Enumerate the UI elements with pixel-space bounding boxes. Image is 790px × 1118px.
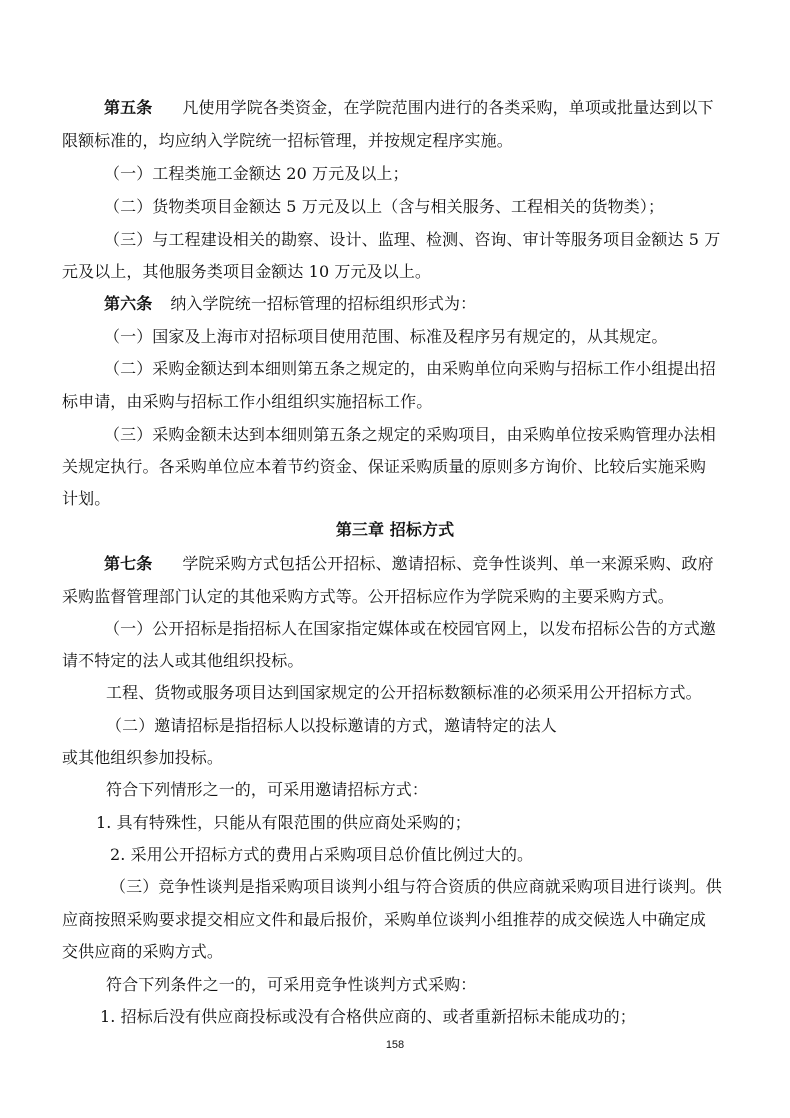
article-6-item-2-line-1: （二）采购金额达到本细则第五条之规定的，由采购单位向采购与招标工作小组提出招 [104,359,716,378]
article-5-first-line [104,98,714,118]
article-6-item-3-line-3: 计划。 [62,489,111,508]
article-5-continuation: 限额标准的，均应纳入学院统一招标管理，并按规定程序实施。 [62,131,513,150]
invited-tender-line-2: 或其他组织参加投标。 [62,748,224,767]
article-6-item-1: （一）国家及上海市对招标项目使用范围、标准及程序另有规定的，从其规定。 [104,327,668,346]
open-tender-threshold: 工程、货物或服务项目达到国家规定的公开招标数额标准的必须采用公开招标方式。 [106,683,702,702]
article-6-item-3-line-1: （三）采购金额未达到本细则第五条之规定的采购项目，由采购单位按采购管理办法相 [104,425,716,444]
article-6-text: 纳入学院统一招标管理的招标组织形式为： [170,294,477,313]
article-5-item-3-line-2: 元及以上，其他服务类项目金额达 10 万元及以上。 [62,262,432,281]
invited-tender-condition-1: 1. 具有特殊性，只能从有限范围的供应商处采购的； [96,813,471,832]
negotiation-condition-1: 1. 招标后没有供应商投标或没有合格供应商的、或者重新招标未能成功的； [100,1007,636,1026]
invited-tender-condition-2: 2. 采用公开招标方式的费用占采购项目总价值比例过大的。 [110,845,534,864]
article-5-item-2: （二）货物类项目金额达 5 万元及以上（含与相关服务、工程相关的货物类）； [104,197,665,216]
negotiation-line-2: 应商按照采购要求提交相应文件和最后报价，采购单位谈判小组推荐的成交候选人中确定成 [62,910,707,929]
article-6-first-line [104,294,476,314]
article-5-label: 第五条 [104,98,153,117]
article-5-item-3-line-1: （三）与工程建设相关的勘察、设计、监理、检测、咨询、审计等服务项目金额达 5 万 [104,230,721,249]
article-5-item-1: （一）工程类施工金额达 20 万元及以上； [104,164,409,183]
article-6-item-2-line-2: 标申请，由采购与招标工作小组组织实施招标工作。 [62,392,433,411]
article-5-text: 凡使用学院各类资金，在学院范围内进行的各类采购，单项或批量达到以下 [182,98,714,117]
article-6-label: 第六条 [104,294,153,313]
article-7-continuation: 采购监督管理部门认定的其他采购方式等。公开招标应作为学院采购的主要采购方式。 [62,587,674,606]
negotiation-line-3: 交供应商的采购方式。 [62,942,224,961]
page-number: 158 [385,1039,405,1051]
article-6-item-3-line-2: 关规定执行。各采购单位应本着节约资金、保证采购质量的原则多方询价、比较后实施采购 [62,457,707,476]
negotiation-conditions: 符合下列条件之一的，可采用竞争性谈判方式采购： [106,975,477,994]
invited-tender-line-1: （二）邀请招标是指招标人以投标邀请的方式，邀请特定的法人 [106,716,557,735]
article-7-first-line [104,554,714,574]
chapter-3-heading: 第三章 招标方式 [335,520,455,539]
article-7-label: 第七条 [104,554,153,573]
open-tender-line-2: 请不特定的法人或其他组织投标。 [62,651,304,670]
open-tender-line-1: （一）公开招标是指招标人在国家指定媒体或在校园官网上，以发布招标公告的方式邀 [104,619,716,638]
article-7-text: 学院采购方式包括公开招标、邀请招标、竞争性谈判、单一来源采购、政府 [182,554,714,573]
negotiation-line-1: （三）竞争性谈判是指采购项目谈判小组与符合资质的供应商就采购项目进行谈判。供 [110,877,722,896]
invited-tender-conditions: 符合下列情形之一的，可采用邀请招标方式： [106,780,429,799]
